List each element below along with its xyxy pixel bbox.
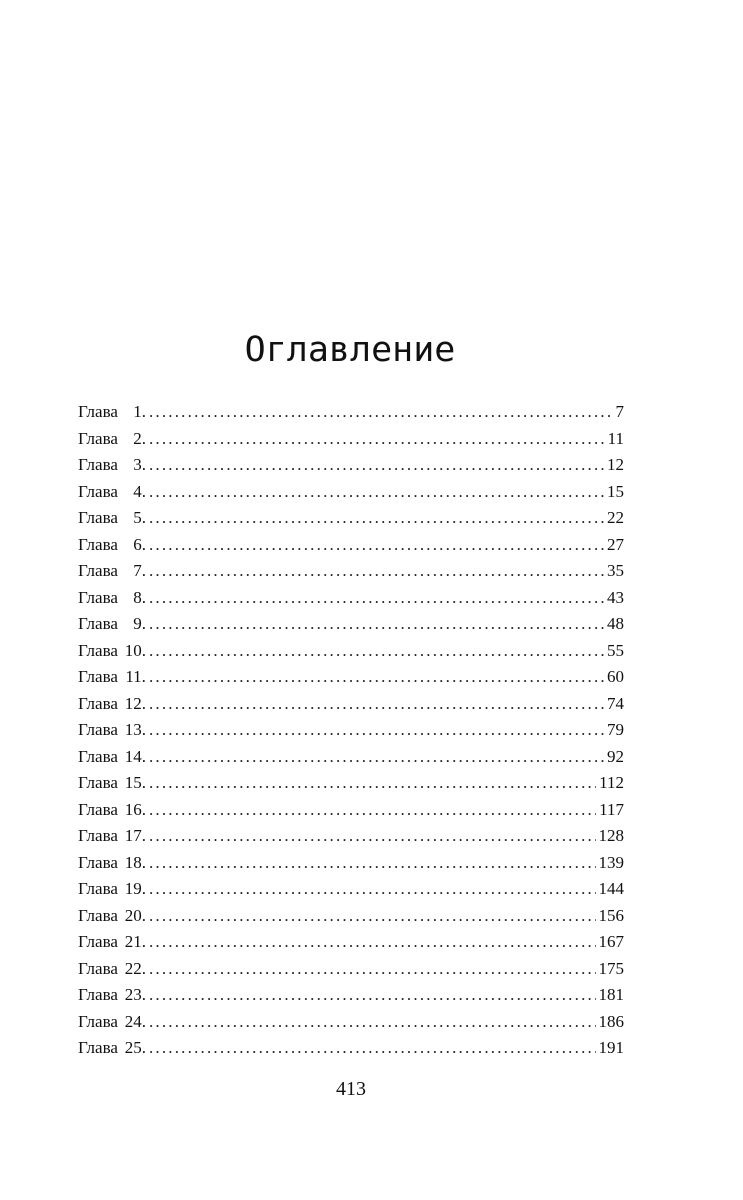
toc-entry[interactable] <box>78 717 624 744</box>
toc-entry-label <box>78 823 146 850</box>
toc-entry-number: 23. <box>124 985 146 1004</box>
toc-entry-label <box>78 770 146 797</box>
toc-entry-page: 175 <box>598 958 624 978</box>
toc-entry-page: 117 <box>599 799 624 819</box>
toc-entry-number: 25. <box>124 1038 146 1057</box>
toc-dot-leader <box>149 558 604 585</box>
toc-entry[interactable] <box>78 1009 624 1036</box>
toc-entry-word: Глава <box>78 693 118 713</box>
toc-entry-word: Глава <box>78 905 118 925</box>
toc-entry[interactable] <box>78 585 624 612</box>
toc-entry-word: Глава <box>78 455 118 474</box>
toc-entry-label <box>78 558 146 585</box>
toc-entry-page: 11 <box>607 428 624 448</box>
toc-dot-leader <box>149 611 604 638</box>
toc-entry-number: 16. <box>124 799 146 819</box>
toc-entry-label <box>78 426 146 453</box>
toc-entry-number: 1. <box>133 402 146 421</box>
toc-entry-word: Глава <box>78 508 118 527</box>
toc-entry-word: Глава <box>78 985 118 1004</box>
toc-entry-page: 144 <box>598 879 624 898</box>
toc-entry[interactable] <box>78 1035 624 1062</box>
toc-entry-number: 18. <box>124 852 146 872</box>
toc-dot-leader <box>149 717 604 744</box>
toc-entry-label <box>78 1009 146 1036</box>
toc-entry-page: 191 <box>598 1038 624 1057</box>
toc-entry-label <box>78 1035 146 1062</box>
toc-entry[interactable] <box>78 452 624 479</box>
toc-entry-page: 22 <box>607 508 624 527</box>
toc-entry[interactable] <box>78 479 624 506</box>
toc-entry-page: 48 <box>607 614 624 633</box>
toc-entry-label <box>78 532 146 559</box>
toc-dot-leader <box>149 452 604 479</box>
toc-entry[interactable] <box>78 611 624 638</box>
toc-dot-leader <box>149 1035 596 1062</box>
toc-dot-leader <box>149 691 604 718</box>
toc-entry[interactable] <box>78 664 624 691</box>
toc-dot-leader <box>149 505 604 532</box>
toc-entry-page: 74 <box>607 693 624 713</box>
toc-entry-word: Глава <box>78 1011 118 1031</box>
toc-entry-page: 79 <box>607 720 624 739</box>
toc-entry-word: Глава <box>78 402 118 421</box>
toc-title: Оглавление <box>244 330 456 370</box>
toc-entry-number: 4. <box>133 481 146 501</box>
toc-entry-label <box>78 664 146 691</box>
toc-entry[interactable] <box>78 929 624 956</box>
toc-entry-page: 128 <box>598 826 624 845</box>
toc-entry-number: 24. <box>124 1011 146 1031</box>
toc-entry-number: 12. <box>124 693 146 713</box>
toc-entry-page: 7 <box>615 402 624 421</box>
toc-dot-leader <box>149 903 596 930</box>
toc-entry-label <box>78 452 146 479</box>
toc-entry-label <box>78 797 146 824</box>
toc-entry-number: 5. <box>133 508 146 527</box>
toc-entry-page: 139 <box>598 852 624 872</box>
toc-dot-leader <box>149 532 604 559</box>
toc-entry-word: Глава <box>78 879 118 898</box>
toc-entry-word: Глава <box>78 773 118 792</box>
toc-entry[interactable] <box>78 770 624 797</box>
toc-entry-label <box>78 691 146 718</box>
toc-entry[interactable] <box>78 982 624 1009</box>
toc-dot-leader <box>149 664 604 691</box>
toc-entry-page: 35 <box>607 561 624 580</box>
page-number: 413 <box>336 1078 366 1100</box>
toc-entry-label <box>78 611 146 638</box>
toc-dot-leader <box>149 479 604 506</box>
toc-entry[interactable] <box>78 744 624 771</box>
toc-dot-leader <box>149 850 596 877</box>
toc-entry-word: Глава <box>78 667 118 686</box>
toc-entry-label <box>78 399 146 426</box>
toc-entry-number: 7. <box>133 561 146 580</box>
toc-entry-word: Глава <box>78 428 118 448</box>
toc-entry-word: Глава <box>78 746 118 766</box>
toc-entry[interactable] <box>78 797 624 824</box>
toc-entry-page: 181 <box>598 985 624 1004</box>
toc-dot-leader <box>149 982 596 1009</box>
toc-entry[interactable] <box>78 426 624 453</box>
toc-entry-number: 17. <box>124 826 146 845</box>
toc-entry-word: Глава <box>78 561 118 580</box>
toc-entry-word: Глава <box>78 1038 118 1057</box>
toc-entry-number: 10. <box>124 640 146 660</box>
toc-entry[interactable] <box>78 823 624 850</box>
toc-entry[interactable] <box>78 532 624 559</box>
toc-dot-leader <box>149 585 604 612</box>
toc-entry-page: 27 <box>607 534 624 554</box>
toc-entry[interactable] <box>78 399 624 426</box>
toc-entry-page: 60 <box>607 667 624 686</box>
toc-entry-page: 156 <box>598 905 624 925</box>
toc-entry-label <box>78 903 146 930</box>
toc-entry-word: Глава <box>78 640 118 660</box>
toc-entry-number: 21. <box>124 932 146 951</box>
toc-entry-label <box>78 638 146 665</box>
toc-entry-word: Глава <box>78 799 118 819</box>
toc-dot-leader <box>149 744 604 771</box>
toc-entry-word: Глава <box>78 852 118 872</box>
toc-entry-page: 92 <box>607 746 624 766</box>
toc-entry-number: 8. <box>133 587 146 607</box>
toc-entry[interactable] <box>78 691 624 718</box>
toc-dot-leader <box>149 399 613 426</box>
toc-dot-leader <box>149 797 596 824</box>
toc-entry-page: 186 <box>598 1011 624 1031</box>
toc-entry-number: 22. <box>124 958 146 978</box>
toc-entry-label <box>78 717 146 744</box>
toc-entry[interactable] <box>78 956 624 983</box>
toc-entry-number: 20. <box>124 905 146 925</box>
toc-entry-number: 14. <box>124 746 146 766</box>
toc-entry-word: Глава <box>78 958 118 978</box>
toc-entry-page: 43 <box>607 587 624 607</box>
toc-entry-page: 112 <box>599 773 624 792</box>
toc-entry-number: 9. <box>133 614 146 633</box>
toc-entry-page: 55 <box>607 640 624 660</box>
toc-entry-number: 3. <box>133 455 146 474</box>
toc-entry-label <box>78 585 146 612</box>
toc-dot-leader <box>149 770 596 797</box>
toc-entry-label <box>78 744 146 771</box>
toc-entry-word: Глава <box>78 932 118 951</box>
toc-entry-page: 167 <box>598 932 624 951</box>
toc-entry-number: 19. <box>124 879 146 898</box>
toc-dot-leader <box>149 1009 596 1036</box>
toc-entry-word: Глава <box>78 534 118 554</box>
toc-entry-label <box>78 929 146 956</box>
toc-entry-number: 15. <box>124 773 146 792</box>
toc-entry-label <box>78 982 146 1009</box>
toc-entry-number: 2. <box>133 428 146 448</box>
toc-entry[interactable] <box>78 850 624 877</box>
toc-list <box>78 399 624 1062</box>
toc-entry-label <box>78 850 146 877</box>
toc-entry-word: Глава <box>78 614 118 633</box>
toc-entry-page: 12 <box>607 455 624 474</box>
toc-entry-word: Глава <box>78 587 118 607</box>
toc-entry-word: Глава <box>78 826 118 845</box>
toc-entry-label <box>78 479 146 506</box>
toc-entry-number: 6. <box>133 534 146 554</box>
toc-dot-leader <box>149 823 596 850</box>
toc-dot-leader <box>149 929 596 956</box>
toc-dot-leader <box>149 426 605 453</box>
toc-entry-label <box>78 505 146 532</box>
toc-entry-word: Глава <box>78 481 118 501</box>
toc-entry[interactable] <box>78 876 624 903</box>
toc-entry[interactable] <box>78 903 624 930</box>
toc-dot-leader <box>149 876 596 903</box>
toc-dot-leader <box>149 638 604 665</box>
toc-dot-leader <box>149 956 596 983</box>
toc-entry[interactable] <box>78 505 624 532</box>
toc-entry[interactable] <box>78 638 624 665</box>
toc-entry-number: 13. <box>124 720 146 739</box>
toc-entry-word: Глава <box>78 720 118 739</box>
toc-entry-page: 15 <box>607 481 624 501</box>
toc-entry-label <box>78 956 146 983</box>
toc-entry[interactable] <box>78 558 624 585</box>
toc-entry-number: 11. <box>125 667 146 686</box>
toc-entry-label <box>78 876 146 903</box>
